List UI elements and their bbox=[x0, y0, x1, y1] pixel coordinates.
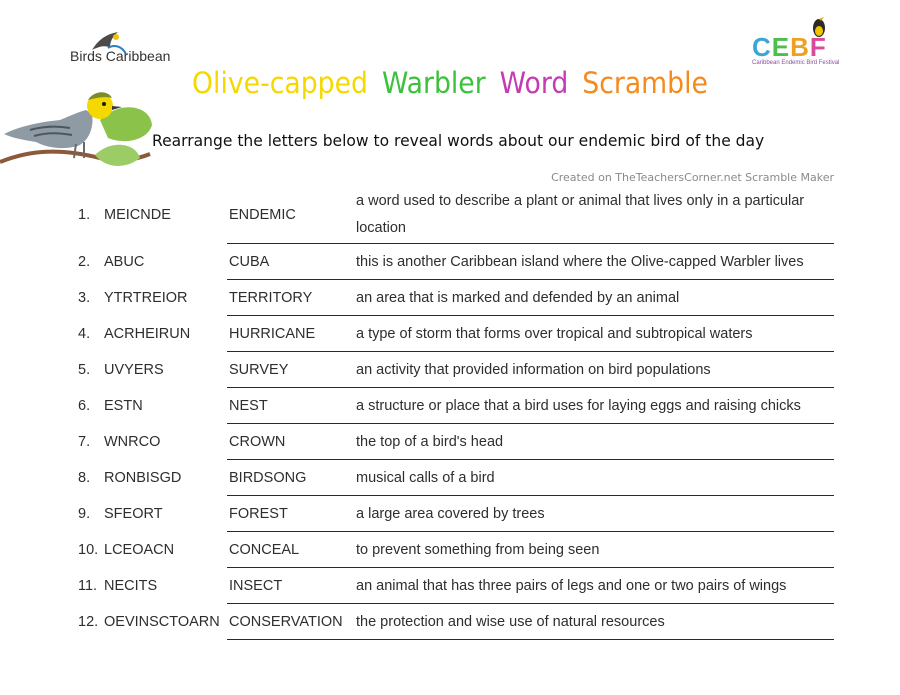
answer-line bbox=[227, 639, 834, 640]
scrambled-word: MEICNDE bbox=[104, 207, 171, 223]
answer-word: HURRICANE bbox=[229, 326, 316, 342]
list-item bbox=[78, 568, 834, 604]
clue-text: an activity that provided information on bird populations bbox=[356, 361, 711, 378]
item-number: 8. bbox=[78, 470, 91, 486]
list-item bbox=[78, 496, 834, 532]
cebf-logo bbox=[752, 18, 840, 70]
clue-text: an animal that has three pairs of legs and one or two pairs of wings bbox=[356, 577, 787, 594]
title-word-2: Warbler bbox=[381, 66, 486, 100]
answer-word: CUBA bbox=[229, 254, 270, 270]
cebf-letter: C bbox=[752, 32, 772, 62]
scrambled-word: ABUC bbox=[104, 254, 145, 270]
answer-word: INSECT bbox=[229, 578, 283, 594]
item-number: 6. bbox=[78, 398, 91, 414]
cebf-letter: B bbox=[790, 32, 810, 62]
cebf-tagline: Caribbean Endemic Bird Festival bbox=[752, 60, 840, 66]
birdscaribbean-logo-text: Birds Caribbean bbox=[70, 48, 171, 64]
item-number: 3. bbox=[78, 290, 91, 306]
clue-text: an area that is marked and defended by an animal bbox=[356, 289, 680, 306]
item-number: 10. bbox=[78, 542, 99, 558]
clue-text: a word used to describe a plant or animal that lives only in a particular location bbox=[356, 193, 805, 236]
answer-word: TERRITORY bbox=[229, 290, 313, 306]
list-item bbox=[78, 460, 834, 496]
list-item bbox=[78, 424, 834, 460]
instructions-text: Rearrange the letters below to reveal words about our endemic bird of the day bbox=[152, 131, 765, 150]
list-item bbox=[78, 280, 834, 316]
scrambled-word: ACRHEIRUN bbox=[104, 326, 191, 342]
item-number: 4. bbox=[78, 326, 91, 342]
word-scramble-list bbox=[78, 186, 834, 640]
item-number: 9. bbox=[78, 506, 91, 522]
cebf-letter: F bbox=[809, 32, 827, 62]
title-word-4: Scramble bbox=[582, 66, 708, 100]
credit-text: Created on TheTeachersCorner.net Scramble Maker bbox=[551, 171, 834, 184]
cebf-logo-letters bbox=[752, 32, 827, 63]
scrambled-word: WNRCO bbox=[104, 434, 161, 450]
birdscaribbean-logo bbox=[70, 28, 180, 70]
answer-word: CONSERVATION bbox=[229, 614, 343, 630]
clue-text: a large area covered by trees bbox=[356, 505, 545, 522]
list-item bbox=[78, 604, 834, 640]
scrambled-word: OEVINSCTOARN bbox=[104, 614, 220, 630]
scrambled-word: YTRTREIOR bbox=[104, 290, 188, 306]
answer-word: CROWN bbox=[229, 434, 286, 450]
page-title bbox=[36, 66, 864, 100]
clue-text: a type of storm that forms over tropical and subtropical waters bbox=[356, 325, 753, 342]
scrambled-word: LCEOACN bbox=[104, 542, 175, 558]
clue-text: the protection and wise use of natural resources bbox=[356, 613, 665, 630]
list-item bbox=[78, 532, 834, 568]
answer-word: ENDEMIC bbox=[229, 207, 296, 223]
answer-word: FOREST bbox=[229, 506, 288, 522]
list-item bbox=[78, 244, 834, 280]
title-word-1: Olive-capped bbox=[192, 66, 368, 100]
cebf-letter: E bbox=[771, 32, 791, 62]
clue-text: the top of a bird's head bbox=[356, 433, 504, 450]
item-number: 1. bbox=[78, 207, 91, 223]
list-item bbox=[78, 388, 834, 424]
item-number: 12. bbox=[78, 614, 99, 630]
answer-word: BIRDSONG bbox=[229, 470, 307, 486]
item-number: 11. bbox=[78, 578, 98, 594]
answer-word: NEST bbox=[229, 398, 268, 414]
answer-word: CONCEAL bbox=[229, 542, 300, 558]
scrambled-word: UVYERS bbox=[104, 362, 164, 378]
scrambled-word: NECITS bbox=[104, 578, 158, 594]
scrambled-word: SFEORT bbox=[104, 506, 163, 522]
answer-word: SURVEY bbox=[229, 362, 289, 378]
item-number: 2. bbox=[78, 254, 91, 270]
warbler-illustration bbox=[0, 80, 160, 180]
item-number: 7. bbox=[78, 434, 91, 450]
clue-text: this is another Caribbean island where the Olive-capped Warbler lives bbox=[356, 253, 804, 270]
clue-text: musical calls of a bird bbox=[356, 469, 495, 486]
clue-text: a structure or place that a bird uses for laying eggs and raising chicks bbox=[356, 397, 801, 414]
scrambled-word: RONBISGD bbox=[104, 470, 182, 486]
list-item bbox=[78, 186, 834, 244]
list-item bbox=[78, 352, 834, 388]
title-word-3: Word bbox=[499, 66, 569, 100]
item-number: 5. bbox=[78, 362, 91, 378]
list-item bbox=[78, 316, 834, 352]
clue-text: to prevent something from being seen bbox=[356, 541, 600, 558]
scrambled-word: ESTN bbox=[104, 398, 143, 414]
